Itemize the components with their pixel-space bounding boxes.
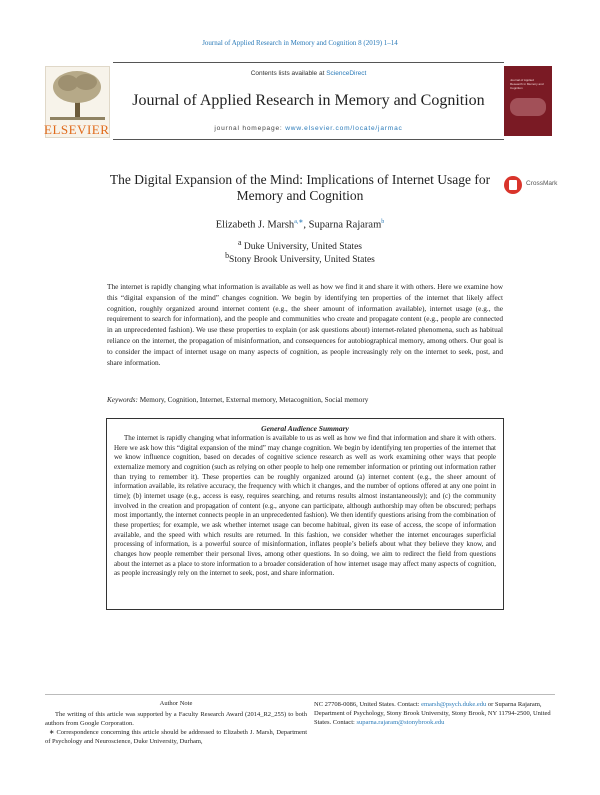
footnote-right-column [314, 700, 562, 727]
general-audience-summary-title: General Audience Summary [261, 424, 349, 433]
affiliation-b [0, 251, 600, 265]
author-separator: , [303, 219, 309, 231]
author-affiliation-mark[interactable]: a,∗ [294, 219, 304, 225]
article-title: The Digital Expansion of the Mind: Implications of Internet Usage for Memory and Cognition [109, 172, 491, 203]
general-audience-summary-text: The internet is rapidly changing what information is available to us as well as how we find that information and share it with others. Here we ask how this “digital expansion of the mind” may change cognition. We begin by identifying ten properties of the internet that we know influence cognition, based on decades of cognitive science research as well as work examining other ways that people externalize memory and cognition (such as relying on other people to help one remember information or printing out information rather than trying to remember it). These properties can be roughly organized around (a) internet content (e.g., the sheer amount of information available, its relative accuracy, the frequency with which it changes, and the number of options offered at any one point in time); (b) internet usage (e.g., access is easy, requires searching, and returns results almost instantaneously); and (c) the community involved in the creation and propagation of content (e.g., anyone can participate, although authorship may often be obscured; perhaps most importantly, the internet connects people in an unprecedented fashion). We then identify questions arising from the combination of these properties; for example, we ask whether internet usage can become habitual, given its ease of access, the scope of information available, and the speed with which results are returned. In this fashion, we consider whether the internet encourages superficial processing of information, is a powerful source of misinformation, inflates people’s beliefs about what they believe they know, and changes how people remember their personal lives, among other questions. In so doing, we aim to redirect the field from questions about the internet as a place to store information to a broader consideration of how internet usage may affect many aspects of cognition, as people increasingly rely on the internet to seek, post, and share information. [114, 434, 496, 578]
keywords [107, 396, 503, 404]
cover-decoration [510, 98, 546, 116]
footnote-left-column [45, 710, 307, 746]
contents-prefix: Contents lists available at [250, 70, 327, 77]
affiliation-text: Duke University, United States [241, 242, 362, 253]
homepage-link[interactable]: www.elsevier.com/locate/jarmac [285, 125, 403, 132]
header-bottom-rule [113, 139, 504, 140]
author-name[interactable]: Elizabeth J. Marsh [215, 219, 295, 231]
elsevier-logo-text: ELSEVIER [44, 122, 110, 137]
tree-icon [46, 67, 109, 122]
affiliation-mark: a [237, 238, 242, 247]
homepage-label: journal homepage: [214, 125, 286, 132]
contents-available [113, 70, 504, 77]
email-link[interactable]: suparna.rajaram@stonybrook.edu [356, 719, 445, 726]
crossmark-badge[interactable] [504, 176, 584, 202]
affiliation-mark: b [225, 251, 230, 260]
journal-cover-image [504, 66, 552, 136]
address-text: or Suparna Rajaram, Department of Psychology, Stony Brook University, Stony Brook, NY 11794-2500, United States. Contact: [314, 701, 551, 726]
keywords-label: Keywords: [107, 396, 138, 404]
crossmark-icon [504, 176, 522, 194]
abstract: The internet is rapidly changing what information is available as well as how we find it and share it with others. Here we examine how this “digital expansion of the mind” changes cognition. We begin by identifying ten properties of the internet that likely affect cognition, roughly organized around internet content (e.g., the sheer amount of information available), internet usage (e.g., the requirement to search for information), and the people and communities who create and propagate content (e.g., people are connected in an unprecedented fashion). We use these properties to explain (or ask questions about) internet-related phenomena, such as habitual reliance on the internet, the propagation of misinformation, and consequences for autobiographical memory, among others. Our goal is to consider the impact of internet usage on many aspects of cognition, as people increasingly rely on the internet to seek, post, and share information. [107, 282, 503, 367]
journal-homepage [113, 125, 504, 132]
cover-title: Journal of Applied Research in Memory and Cognition [510, 78, 544, 90]
journal-citation[interactable]: Journal of Applied Research in Memory and Cognition 8 (2019) 1–14 [202, 39, 398, 47]
keywords-list: Memory, Cognition, Internet, External memory, Metacognition, Social memory [137, 396, 369, 404]
email-link[interactable]: emarsh@psych.duke.edu [421, 701, 487, 708]
crossmark-label: CrossMark [526, 180, 558, 187]
author-list [0, 218, 600, 231]
address-text: NC 27708-0086, United States. Contact: [314, 701, 422, 708]
journal-title: Journal of Applied Research in Memory and Cognition [132, 92, 485, 109]
affiliation-text: Stony Brook University, United States [229, 255, 375, 266]
correspondence-note: ∗ Correspondence concerning this article should be addressed to Elizabeth J. Marsh, Department of Psychology and Neuroscience, Duke University, Durham, [45, 729, 307, 745]
author-name[interactable]: Suparna Rajaram [308, 219, 382, 231]
author-note-heading: Author Note [159, 700, 193, 707]
header-top-rule [113, 62, 504, 63]
sciencedirect-link[interactable]: ScienceDirect [326, 70, 367, 77]
author-affiliation-mark[interactable]: b [381, 219, 385, 225]
funding-note: The writing of this article was supported by a Faculty Research Award (2014_R2_255) to both authors from Google Corporation. [45, 711, 307, 727]
footnote-rule [45, 694, 555, 695]
